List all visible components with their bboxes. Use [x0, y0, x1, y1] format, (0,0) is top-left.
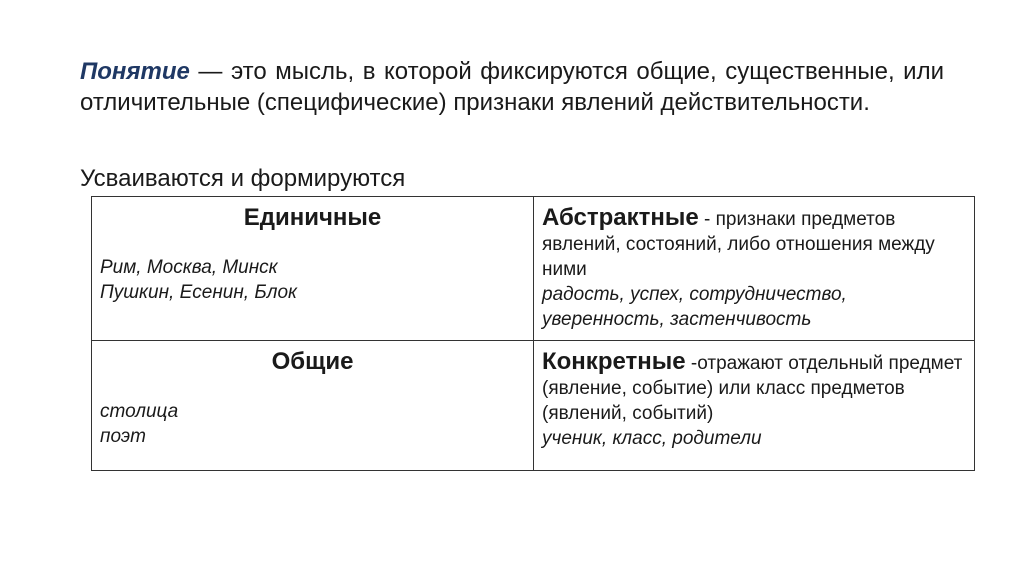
- definition-term: Понятие: [80, 58, 190, 85]
- abstract-examples: радость, успех, сотрудничество, уверенность, застенчивость: [542, 284, 847, 330]
- concept-types-table: [91, 196, 975, 471]
- singular-title: Единичные: [243, 204, 382, 231]
- concrete-description: -отражают отдельный предмет (явление, событие) или класс предметов (явлений, событий): [542, 353, 963, 424]
- definition-paragraph: [80, 56, 944, 118]
- singular-examples: [100, 255, 525, 305]
- abstract-title: Абстрактные: [542, 204, 699, 231]
- definition-text: — это мысль, в которой фиксируются общие, существенные, или отличительные (специфические) признаки явлений действительности.: [80, 58, 944, 116]
- concrete-title: Конкретные: [542, 348, 686, 375]
- general-example: поэт: [100, 426, 146, 447]
- concrete-cell: [534, 341, 975, 471]
- concrete-examples: ученик, класс, родители: [542, 428, 762, 449]
- abstract-description: - признаки предметов явлений, состояний, либо отношения между ними: [542, 209, 935, 280]
- lead-text: Усваиваются и формируются: [80, 165, 406, 192]
- singular-example: Пушкин, Есенин, Блок: [100, 282, 297, 303]
- general-example: столица: [100, 401, 179, 422]
- general-cell: [92, 341, 534, 471]
- general-title: Общие: [271, 348, 354, 375]
- abstract-cell: [534, 197, 975, 341]
- general-examples: [100, 399, 525, 449]
- singular-cell: [92, 197, 534, 341]
- concrete-content: [542, 349, 966, 451]
- singular-example: Рим, Москва, Минск: [100, 257, 278, 278]
- abstract-content: [542, 205, 966, 332]
